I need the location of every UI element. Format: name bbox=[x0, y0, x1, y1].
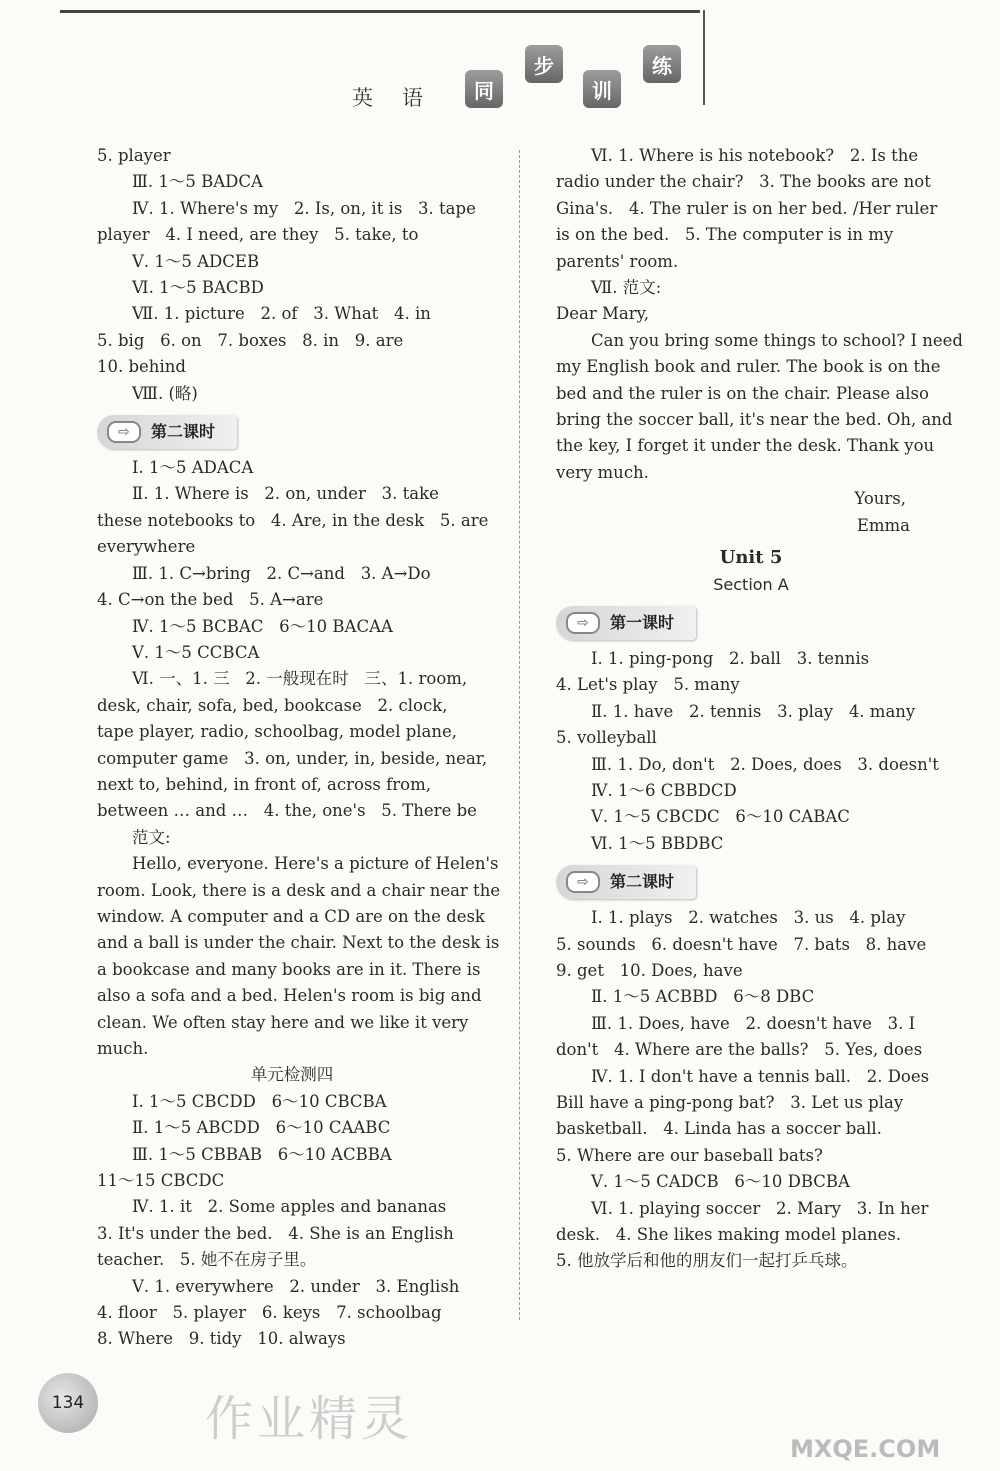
answer-line: Ⅴ. 1. everywhere 2. under 3. English bbox=[132, 1276, 460, 1296]
essay-line: and a ball is under the chair. Next to the desk is bbox=[97, 933, 500, 953]
answer-line: Ⅶ. 1. picture 2. of 3. What 4. in bbox=[132, 304, 431, 324]
answer-line: 4. C→on the bed 5. A→are bbox=[97, 590, 324, 610]
answer-line: computer game 3. on, under, in, beside, near, bbox=[97, 748, 488, 768]
answer-line: parents' room. bbox=[556, 251, 679, 271]
essay-line: Hello, everyone. Here's a picture of Helen's bbox=[132, 854, 499, 874]
answer-line: Ⅳ. 1. I don't have a tennis ball. 2. Does bbox=[591, 1066, 930, 1086]
letter-line: the key, I forget it under the desk. Thank you bbox=[556, 436, 935, 456]
column-divider bbox=[519, 150, 521, 1320]
answer-line: between … and … 4. the, one's 5. There be bbox=[97, 801, 477, 821]
answer-line: next to, behind, in front of, across from, bbox=[97, 774, 431, 794]
answer-line: 5. Where are our baseball bats? bbox=[556, 1145, 823, 1165]
answer-line: 5. 他放学后和他的朋友们一起打乒乓球。 bbox=[556, 1251, 858, 1271]
lesson-label: 第二课时 bbox=[151, 421, 216, 441]
arrow-icon: ⇨ bbox=[566, 871, 600, 893]
answer-line: Ⅲ. 1. Does, have 2. doesn't have 3. I bbox=[591, 1013, 916, 1033]
answer-line: is on the bed. 5. The computer is in my bbox=[556, 225, 894, 245]
answer-line: Ⅲ. 1. Do, don't 2. Does, does 3. doesn't bbox=[591, 754, 939, 774]
letter-line: bring the soccer ball, it's near the bed. Oh, and bbox=[556, 410, 953, 430]
answer-line: don't 4. Where are the balls? 5. Yes, does bbox=[556, 1040, 923, 1060]
answer-line: Bill have a ping-pong bat? 3. Let us play bbox=[556, 1093, 904, 1112]
answer-line: 8. Where 9. tidy 10. always bbox=[97, 1329, 346, 1349]
answer-line: Ⅵ. 1. Where is his notebook? 2. Is the bbox=[591, 146, 919, 165]
watermark-left: 作业精灵 bbox=[205, 1391, 414, 1447]
answer-line: Ⅶ. 范文: bbox=[591, 278, 662, 298]
answer-line: Ⅱ. 1～5 ABCDD 6～10 CAABC bbox=[132, 1118, 391, 1138]
answer-line: Ⅰ. 1. ping-pong 2. ball 3. tennis bbox=[591, 648, 870, 668]
answer-line: Ⅳ. 1～5 BCBAC 6～10 BACAA bbox=[132, 616, 393, 636]
letter-line: my English book and ruler. The book is on the bbox=[556, 357, 941, 377]
answer-line: Ⅵ. 1～5 BACBD bbox=[132, 278, 264, 298]
header-series-char-1: 同 bbox=[465, 70, 503, 108]
letter-line: very much. bbox=[556, 462, 649, 482]
answer-line: Ⅰ. 1～5 ADACA bbox=[132, 458, 254, 478]
answer-line: radio under the chair? 3. The books are not bbox=[556, 172, 931, 192]
answer-line: Ⅷ. (略) bbox=[132, 383, 198, 403]
answer-line: tape player, radio, schoolbag, model plane, bbox=[97, 722, 458, 742]
answer-line: Ⅵ. 1～5 BBDBC bbox=[591, 833, 724, 853]
answer-line: 5. player bbox=[97, 146, 171, 165]
answer-line: teacher. 5. 她不在房子里。 bbox=[97, 1250, 317, 1270]
right-column bbox=[556, 143, 963, 1275]
answer-line: 9. get 10. Does, have bbox=[556, 960, 743, 980]
answer-line: Ⅴ. 1～5 CCBCA bbox=[132, 642, 260, 662]
answer-line: desk, chair, sofa, bed, bookcase 2. clock, bbox=[97, 695, 448, 715]
answer-line: 10. behind bbox=[97, 357, 186, 377]
letter-line: bed and the ruler is on the chair. Please also bbox=[556, 383, 929, 403]
letter-greeting: Dear Mary, bbox=[556, 304, 649, 324]
answer-line: 4. floor 5. player 6. keys 7. schoolbag bbox=[97, 1303, 442, 1323]
answer-line: Ⅱ. 1. have 2. tennis 3. play 4. many bbox=[591, 701, 916, 721]
answer-line: Ⅲ. 1～5 BADCA bbox=[132, 172, 263, 192]
answer-line: Ⅲ. 1. C→bring 2. C→and 3. A→Do bbox=[132, 563, 431, 583]
lesson-label: 第一课时 bbox=[610, 612, 675, 632]
header-series-char-3: 训 bbox=[583, 70, 621, 108]
left-column bbox=[97, 143, 501, 1353]
answer-line: 范文: bbox=[132, 827, 171, 847]
answer-line: basketball. 4. Linda has a soccer ball. bbox=[556, 1119, 882, 1139]
answer-line: 11～15 CBCDC bbox=[97, 1171, 225, 1191]
lesson-heading bbox=[556, 606, 696, 640]
answer-line: Ⅳ. 1～6 CBBDCD bbox=[591, 780, 737, 800]
answer-line: Ⅵ. 一、1. 三 2. 一般现在时 三、1. room, bbox=[132, 669, 468, 689]
answer-line: 5. sounds 6. doesn't have 7. bats 8. have bbox=[556, 934, 927, 954]
essay-line: room. Look, there is a desk and a chair near the bbox=[97, 880, 501, 900]
unit-title: Unit 5 bbox=[719, 547, 783, 569]
header-subject-char-1: 英 bbox=[352, 86, 373, 110]
header-subject-char-2: 语 bbox=[402, 86, 423, 110]
header-rule bbox=[60, 10, 700, 13]
header-series-char-4: 练 bbox=[643, 45, 681, 83]
watermark-right: MXQE.COM bbox=[790, 1435, 941, 1463]
lesson-heading bbox=[97, 415, 237, 449]
essay-line: much. bbox=[97, 1039, 149, 1058]
header-vertical-rule bbox=[703, 10, 705, 105]
essay-line: window. A computer and a CD are on the desk bbox=[97, 906, 485, 926]
letter-line: Can you bring some things to school? I need bbox=[591, 330, 963, 350]
essay-line: a bookcase and many books are in it. There is bbox=[97, 959, 481, 979]
answer-line: Gina's. 4. The ruler is on her bed. /Her ruler bbox=[556, 198, 938, 218]
answer-line: Ⅵ. 1. playing soccer 2. Mary 3. In her bbox=[591, 1198, 929, 1218]
lesson-heading bbox=[556, 865, 696, 899]
answer-line: Ⅴ. 1～5 ADCEB bbox=[132, 251, 260, 271]
answer-line: Ⅰ. 1. plays 2. watches 3. us 4. play bbox=[591, 908, 906, 928]
answer-line: these notebooks to 4. Are, in the desk 5. are bbox=[97, 510, 489, 530]
answer-line: Ⅰ. 1～5 CBCDD 6～10 CBCBA bbox=[132, 1091, 387, 1111]
answer-line: Ⅴ. 1～5 CBCDC 6～10 CABAC bbox=[591, 807, 850, 827]
answer-line: Ⅲ. 1～5 CBBAB 6～10 ACBBA bbox=[132, 1144, 392, 1164]
header-series-char-2: 步 bbox=[525, 45, 563, 83]
essay-line: also a sofa and a bed. Helen's room is big and bbox=[97, 986, 482, 1006]
letter-closing: Yours, bbox=[854, 489, 906, 509]
answer-line: Ⅳ. 1. Where's my 2. Is, on, it is 3. tape bbox=[132, 198, 476, 218]
answer-line: everywhere bbox=[97, 537, 196, 557]
section-title: Section A bbox=[713, 574, 789, 594]
answer-line: 3. It's under the bed. 4. She is an English bbox=[97, 1223, 454, 1243]
answer-line: 5. volleyball bbox=[556, 728, 657, 748]
answer-line: 4. Let's play 5. many bbox=[556, 675, 740, 695]
letter-signature: Emma bbox=[856, 515, 910, 535]
arrow-icon: ⇨ bbox=[566, 612, 600, 634]
answer-line: desk. 4. She likes making model planes. bbox=[556, 1225, 902, 1245]
answer-line: Ⅱ. 1～5 ACBBD 6～8 DBC bbox=[591, 987, 815, 1007]
answer-line: Ⅱ. 1. Where is 2. on, under 3. take bbox=[132, 484, 439, 504]
answer-line: Ⅴ. 1～5 CADCB 6～10 DBCBA bbox=[591, 1172, 850, 1192]
arrow-icon: ⇨ bbox=[107, 421, 141, 443]
answer-line: player 4. I need, are they 5. take, to bbox=[97, 225, 419, 245]
lesson-label: 第二课时 bbox=[610, 871, 675, 891]
answer-line: 5. big 6. on 7. boxes 8. in 9. are bbox=[97, 330, 404, 350]
page-number: 134 bbox=[38, 1373, 98, 1433]
unit-test-heading: 单元检测四 bbox=[250, 1065, 334, 1085]
essay-line: clean. We often stay here and we like it very bbox=[97, 1012, 469, 1032]
answer-line: Ⅳ. 1. it 2. Some apples and bananas bbox=[132, 1197, 447, 1217]
